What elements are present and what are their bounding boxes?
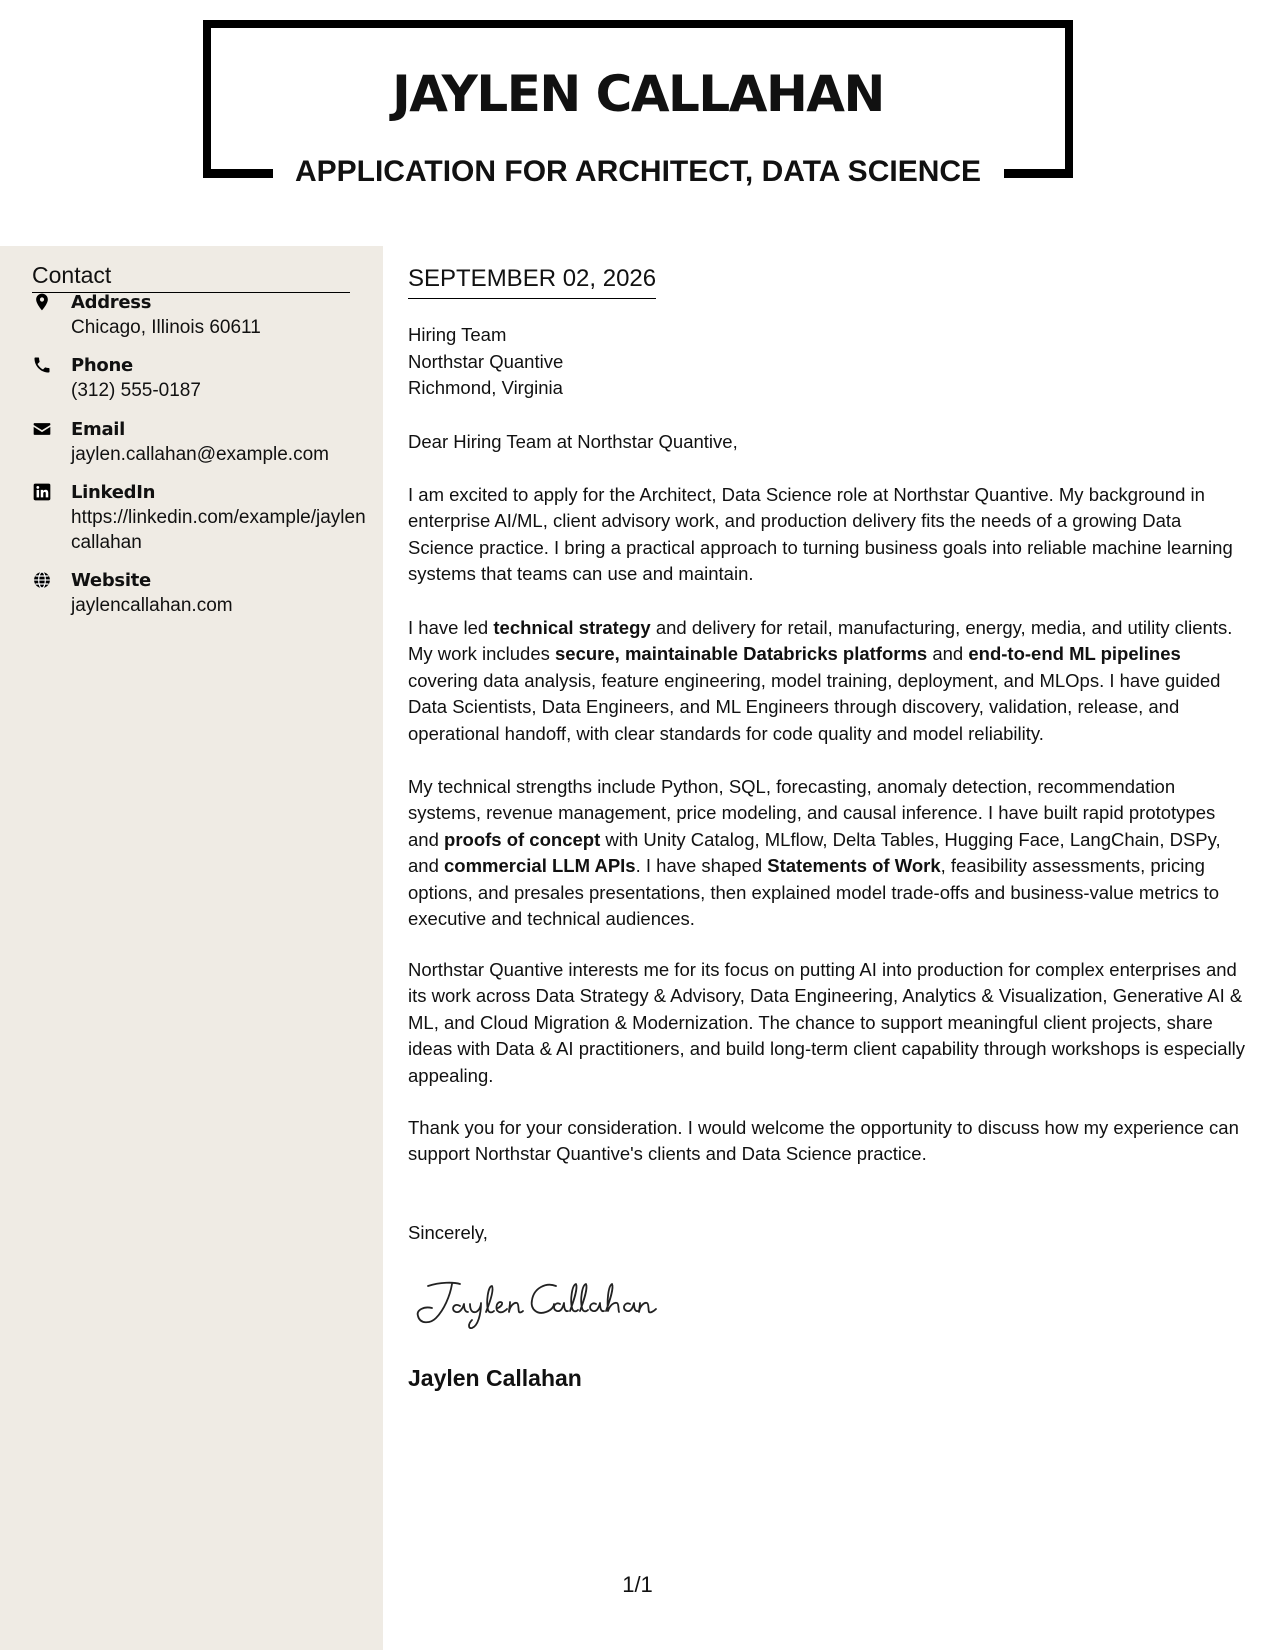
bold-text: proofs of concept — [444, 828, 601, 850]
contact-label: Phone — [71, 355, 133, 376]
paragraph-text: . I have shaped — [635, 855, 768, 877]
recipient-line: Richmond, Virginia — [408, 377, 563, 398]
envelope-icon — [32, 419, 54, 441]
paragraph — [408, 615, 1248, 747]
paragraph — [408, 1115, 1248, 1168]
globe-icon — [32, 570, 54, 592]
recipient-line: Hiring Team — [408, 324, 507, 345]
contact-label: Email — [71, 419, 126, 440]
paragraph-text: I am excited to apply for the Architect, Data Science role at Northstar Quantive. My background in enterprise AI/ML, client advisory work, and production delivery fits the needs of a growing Data Science practice. I bring a practical approach to turning business goals into reliable machine learning systems that teams can use and maintain. — [408, 484, 1233, 585]
paragraph-text: covering data analysis, feature engineering, model training, deployment, and MLOps. I have guided Data Scientists, Data Engineers, and ML Engineers through discovery, validation, release, and operational handoff, with clear standards for code quality and model reliability. — [408, 669, 1221, 744]
contact-email-link[interactable]: jaylen.callahan@example.com — [71, 444, 329, 465]
signer-name: Jaylen Callahan — [408, 1365, 582, 1391]
paragraph-text: I have led — [408, 617, 494, 638]
application-title: APPLICATION FOR ARCHITECT, DATA SCIENCE — [294, 155, 982, 188]
paragraph-text: Northstar Quantive interests me for its focus on putting AI into production for complex enterprises and its work across Data Strategy & Advisory, Data Engineering, Analytics & Visualization, Generative AI & ML, and Cloud Migration & Modernization. The chance to support meaningful client projects, share ideas with Data & AI practitioners, and build long-term client capability through workshops is especially appealing. — [408, 959, 1246, 1086]
contact-value: Chicago, Illinois 60611 — [71, 317, 261, 338]
bold-text: secure, maintainable Databricks platforms — [555, 643, 928, 665]
contact-linkedin-link[interactable]: https://linkedin.com/example/jaylencallahan — [71, 507, 366, 553]
closing: Sincerely, — [408, 1222, 488, 1243]
bold-text: Statements of Work — [767, 855, 941, 877]
recipient-line: Northstar Quantive — [408, 350, 564, 372]
page-number: 1/1 — [622, 1572, 653, 1597]
recipient-block — [408, 322, 563, 402]
paragraph-text: Thank you for your consideration. I would welcome the opportunity to discuss how my experience can support Northstar Quantive's clients and Data Science practice. — [408, 1117, 1239, 1165]
contact-label: Website — [71, 570, 151, 591]
contact-sidebar — [0, 246, 383, 1650]
map-pin-icon — [32, 292, 54, 314]
paragraph-text: and — [927, 643, 969, 665]
linkedin-icon — [32, 482, 54, 504]
applicant-name: JAYLEN CALLAHAN — [392, 65, 884, 123]
contact-label: LinkedIn — [71, 482, 156, 503]
paragraph-text: with Unity Catalog, MLflow, Delta Tables, Hugging Face, LangChain, DSPy, and — [408, 828, 1221, 877]
paragraph-text: and delivery for retail, manufacturing, energy, media, and utility clients. My work includes — [408, 617, 1233, 665]
paragraph — [408, 482, 1248, 588]
bold-text: commercial LLM APIs — [444, 855, 636, 877]
contact-value: (312) 555-0187 — [71, 380, 201, 401]
paragraph — [408, 774, 1248, 932]
phone-icon — [32, 355, 54, 377]
letter-date: SEPTEMBER 02, 2026 — [408, 262, 656, 299]
contact-heading: Contact — [32, 260, 350, 293]
paragraph — [408, 957, 1248, 1089]
paragraph-text: My technical strengths include Python, SQL, forecasting, anomaly detection, recommendation systems, revenue management, price modeling, and causal inference. I have built rapid prototypes and — [408, 776, 1216, 850]
contact-label: Address — [71, 292, 152, 313]
paragraph-text: , feasibility assessments, pricing options, and presales presentations, then explained model trade-offs and business-value metrics to executive and technical audiences. — [408, 855, 1220, 930]
contact-website-link[interactable]: jaylencallahan.com — [71, 595, 233, 616]
salutation: Dear Hiring Team at Northstar Quantive, — [408, 431, 738, 452]
bold-text: technical strategy — [493, 617, 651, 638]
bold-text: end-to-end ML pipelines — [968, 643, 1181, 665]
signature-image — [410, 1272, 670, 1332]
